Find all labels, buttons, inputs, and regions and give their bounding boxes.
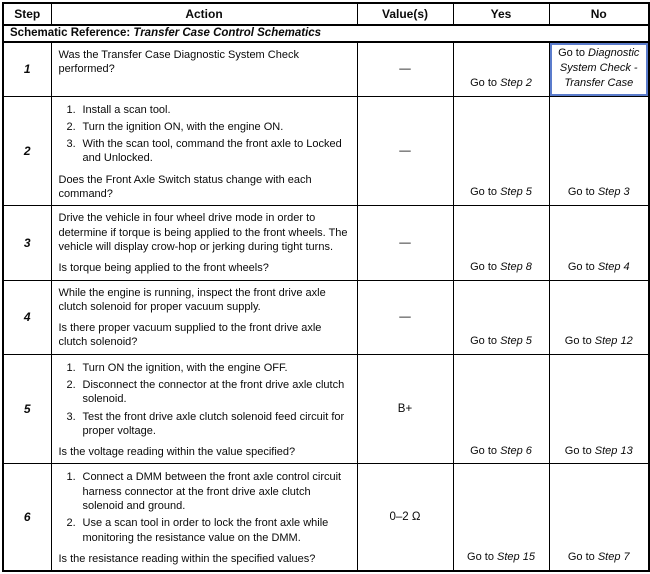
step-number: 6	[3, 464, 51, 571]
yes-goto	[453, 354, 549, 464]
table-header	[3, 3, 649, 42]
action-step-item: 1. Install a scan tool.	[66, 103, 171, 116]
action-question: Is there proper vacuum supplied to the front drive axle clutch solenoid?	[58, 322, 322, 349]
schematic-reference-label: Schematic Reference:	[10, 27, 134, 39]
no-goto	[549, 354, 649, 464]
no-goto-target: Step 12	[594, 334, 633, 347]
action-step-item: 2. Turn the ignition ON, with the engine ON.	[66, 120, 284, 133]
step-number: 5	[3, 354, 51, 464]
value-cell: —	[357, 42, 453, 96]
no-goto-prefix: Go to	[567, 260, 598, 273]
action-step-item: 2. Disconnect the connector at the front drive axle clutch solenoid.	[66, 378, 345, 406]
no-goto-prefix: Go to	[564, 334, 595, 347]
no-goto	[549, 206, 649, 280]
table-row	[3, 42, 649, 96]
value-cell: —	[357, 206, 453, 280]
action-cell	[51, 354, 357, 464]
action-steps	[67, 470, 351, 544]
diagnostic-table	[2, 2, 650, 572]
action-step-item: 3. Test the front drive axle clutch solenoid feed circuit for proper voltage.	[66, 410, 345, 437]
step-number: 1	[3, 42, 51, 96]
step-number: 3	[3, 206, 51, 280]
action-cell	[51, 280, 357, 354]
value-cell: 0–2 Ω	[357, 464, 453, 571]
yes-goto	[453, 206, 549, 280]
column-header-no: No	[549, 3, 649, 25]
yes-goto-target: Step 5	[500, 334, 532, 347]
no-goto-target: Step 3	[597, 186, 630, 199]
yes-goto-prefix: Go to	[467, 551, 498, 564]
value-cell: —	[357, 96, 453, 206]
diagnostic-table-body	[3, 42, 649, 571]
yes-goto-target: Step 6	[500, 444, 532, 457]
table-row	[3, 354, 649, 464]
action-steps	[67, 103, 351, 166]
schematic-reference-value: Transfer Case Control Schematics	[133, 27, 322, 39]
table-row	[3, 280, 649, 354]
step-number: 2	[3, 96, 51, 206]
yes-goto	[453, 42, 549, 96]
column-header-action: Action	[51, 3, 357, 25]
action-question: Does the Front Axle Switch status change with each command?	[58, 173, 312, 201]
action-paragraph: Drive the vehicle in four wheel drive mode in order to determine if torque is being applied to the front wheels. The vehicle will display crow-hop or jerking during tight turns.	[58, 212, 348, 253]
action-cell	[51, 96, 357, 206]
yes-goto-target: Step 5	[500, 186, 532, 199]
value-cell: B+	[357, 354, 453, 464]
no-goto-target: Diagnostic System Check - Transfer Case	[559, 47, 640, 89]
action-step-item: 2. Use a scan tool in order to lock the front axle while monitoring the resistance value on the DMM.	[66, 517, 329, 544]
column-header-step: Step	[3, 3, 51, 25]
column-header-yes: Yes	[453, 3, 549, 25]
no-goto-prefix: Go to	[564, 444, 595, 457]
table-row	[3, 96, 649, 206]
no-goto-prefix: Go to	[567, 186, 598, 199]
no-goto-target: Step 4	[597, 260, 630, 273]
yes-goto-prefix: Go to	[470, 260, 501, 273]
action-paragraph: While the engine is running, inspect the front drive axle clutch solenoid for proper vacuum supply.	[58, 286, 326, 313]
action-cell	[51, 206, 357, 280]
no-goto	[549, 96, 649, 206]
step-number: 4	[3, 280, 51, 354]
action-step-item: 1. Connect a DMM between the front axle control circuit harness connector at the front drive axle clutch solenoid and ground.	[66, 471, 342, 513]
no-goto	[549, 42, 649, 96]
action-question: Is the resistance reading within the specified values?	[58, 552, 316, 565]
no-goto	[549, 464, 649, 571]
yes-goto-prefix: Go to	[470, 334, 501, 347]
yes-goto-prefix: Go to	[470, 186, 501, 199]
column-header-values: Value(s)	[357, 3, 453, 25]
action-cell	[51, 42, 357, 96]
yes-goto-target: Step 8	[500, 260, 532, 273]
yes-goto-target: Step 2	[500, 76, 532, 89]
yes-goto-prefix: Go to	[470, 444, 501, 457]
action-cell	[51, 464, 357, 571]
table-row	[3, 464, 649, 571]
action-question: Is the voltage reading within the value specified?	[58, 446, 296, 459]
no-goto-prefix: Go to	[558, 47, 589, 59]
action-question: Is torque being applied to the front wheels?	[58, 262, 269, 275]
no-goto	[549, 280, 649, 354]
action-step-item: 3. With the scan tool, command the front axle to Locked and Unlocked.	[66, 138, 342, 165]
yes-goto	[453, 96, 549, 206]
value-cell: —	[357, 280, 453, 354]
action-steps	[67, 361, 351, 438]
no-goto-prefix: Go to	[567, 551, 598, 564]
yes-goto	[453, 280, 549, 354]
schematic-reference-row	[3, 25, 649, 42]
table-row	[3, 206, 649, 280]
action-paragraph: Was the Transfer Case Diagnostic System Check performed?	[58, 49, 299, 76]
no-goto-target: Step 7	[597, 551, 630, 564]
no-goto-target: Step 13	[594, 444, 633, 457]
yes-goto-prefix: Go to	[470, 76, 501, 89]
action-step-item: 1. Turn ON the ignition, with the engine OFF.	[66, 361, 288, 374]
yes-goto-target: Step 15	[497, 551, 535, 564]
yes-goto	[453, 464, 549, 571]
